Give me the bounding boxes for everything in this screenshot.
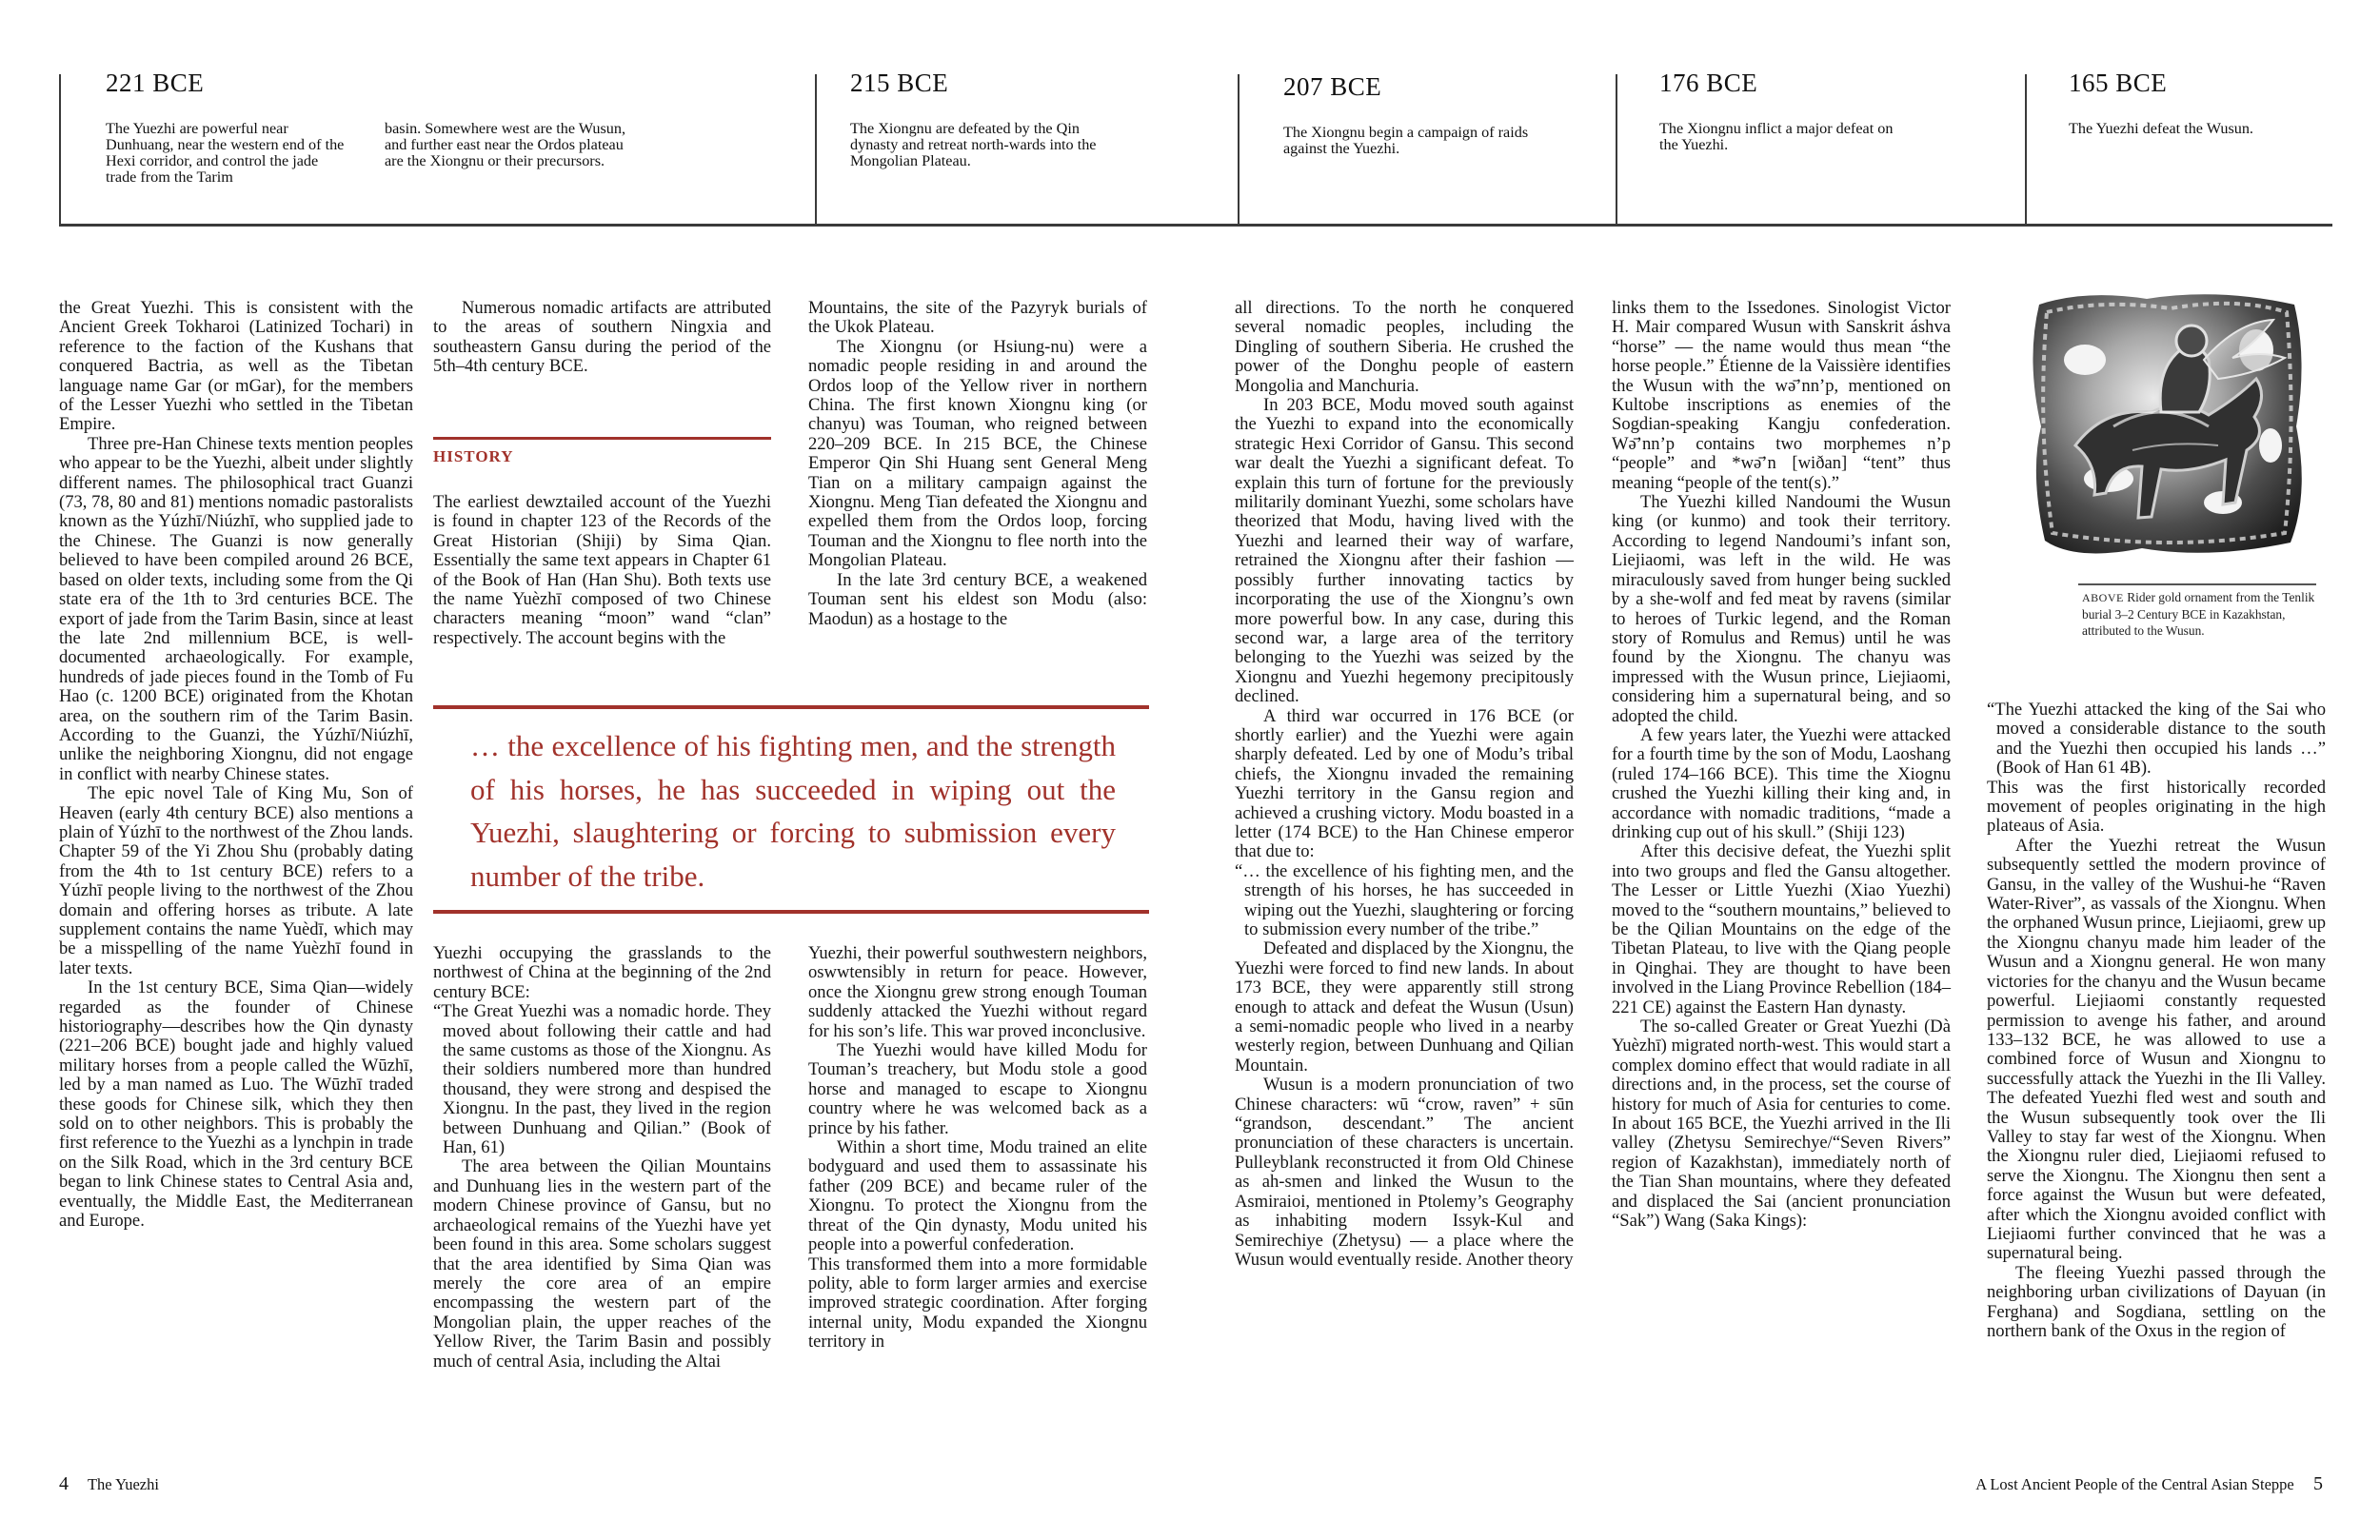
timeline-year: 215 BCE [850, 69, 949, 97]
paragraph: Three pre-Han Chinese texts mention peoples who appear to be the Yuezhi, albeit under slightly different names. The philosophical tract Guanzi (73, 78, 80 and 81) mentions nomadic pastoralists known as the Yúzhī/Niúzhī, who supplied jade to the Chinese. The Guanzi is now generally believed to have been compiled around 26 BCE, based on older texts, including some from the Qi state era of the 1th to 3rd centuries BCE. The export of jade from the Tarim Basin, since at least the late 2nd millennium BCE, is well-documented archaeologically. For example, hundreds of jade pieces found in the Tomb of Fu Hao (c. 1200 BCE) originated from the Khotan area, on the southern rim of the Tarim Basin. According to the Guanzi, the Yúzhī/Niúzhī, unlike the neighboring Xiongnu, did not engage in conflict with nearby Chinese states. [59, 433, 413, 784]
paragraph: The epic novel Tale of King Mu, Son of Heaven (early 4th century BCE) also mentions a plain of Yúzhī to the northwest of the Zhou lands. Chapter 59 of the Yi Zhou Shu (probably dating from the 4th to 1st century BCE) refers to a Yúzhī people living to the northwest of the Zhou domain and offering horses as tribute. A late supplement contains the name Yuèdī, which may be a misspelling of the name Yuèzhī found in later texts. [59, 783, 413, 978]
paragraph: Yuezhi, their powerful southwestern neighbors, oswwtensibly in return for peace. However, once the Xiongnu grew strong enough Touman suddenly attacked the Yuezhi without regard for his son’s life. This war proved inconclusive. [808, 943, 1147, 1041]
paragraph: Numerous nomadic artifacts are attributed to the areas of southern Ningxia and southeastern Gansu during the period of the 5th–4th century BCE. [433, 298, 771, 377]
section-heading: HISTORY [433, 447, 514, 465]
timeline-year: 165 BCE [2069, 69, 2168, 97]
quote-paragraph: “… the excellence of his fighting men, and the strength of his horses, he has succeeded in wiping out the Yuezhi, slaughtering or forcing to submission every number of the tribe.” [1235, 860, 1574, 939]
timeline-divider [59, 74, 61, 225]
body-column-3-top [808, 299, 1147, 629]
rider-ornament-image [2018, 284, 2323, 569]
paragraph: The area between the Qilian Mountains and Dunhuang lies in the western part of the modern Chinese province of Gansu, but no archaeological remains of the Yuezhi have yet been found in this area. Some scholars suggest that the area identified by Sima Qian was merely the core area of an empire encompassing the western part of the Mongolian plain, the upper reaches of the Yellow River, the Tarim Basin and possibly much of central Asia, including the Altai [433, 1156, 771, 1372]
caption-rule [2078, 583, 2316, 585]
paragraph: all directions. To the north he conquered several nomadic peoples, including the Dingling of southern Siberia. He crushed the power of the Donghu people of eastern Mongolia and Manchuria. [1235, 298, 1574, 396]
pullquote-rule-top [433, 705, 1149, 709]
body-column-6 [1987, 701, 2326, 1341]
pull-quote: … the excellence of his fighting men, and the strength of his horses, he has succeeded in wiping out the Yuezhi, slaughtering or forcing to submission every number of the tribe. [470, 729, 1116, 893]
body-column-2-bottom [433, 944, 771, 1372]
page-number-right: 5 [2313, 1473, 2323, 1494]
timeline-baseline [59, 224, 2332, 227]
quote-paragraph: “The Great Yuezhi was a nomadic horde. They moved about following their cattle and had the same customs as those of the Xiongnu. As their soldiers numbered more than hundred thousand, they were strong and despised the Xiongnu. In the past, they lived in the region between Dunhuang and Qilian.” (Book of Han, 61) [433, 1001, 771, 1158]
body-column-1 [59, 299, 413, 1232]
body-column-5 [1612, 299, 1951, 1232]
paragraph: The earliest dewztailed account of the Yuezhi is found in chapter 123 of the Records of the Great Historian (Shiji) by Sima Qian. Essentially the same text appears in Chapter 61 of the Book of Han (Han Shu). Both texts use the name Yuèzhī composed of two Chinese characters meaning “moon” wand “clan” respectively. The account begins with the [433, 492, 771, 648]
paragraph: Wusun is a modern pronunciation of two Chinese characters: wū “crow, raven” + sūn “grandson, descendant.” The ancient pronunciation of these characters is uncertain. Pulleyblank reconstructed it from Old Chinese as ah-smen and linked the Wusun to the Asmiraioi, mentioned in Ptolemy’s Geography as inhabiting modern Issyk-Kul and Semirechiye (Zhetysu) — a place where the Wusun would eventually reside. Another theory [1235, 1075, 1574, 1270]
paragraph: The Yuezhi killed Nandoumi the Wusun king (or kunmo) and took their territory. According to legend Nandoumi’s infant son, Liejiaomi, was left in the wild. He was miraculously saved from hunger being suckled by a she-wolf and fed meat by ravens (similar to heroes of Turkic legend, and the Roman story of Romulus and Remus) until he was found by the Xiongnu. The chanyu was impressed with the Wusun prince, Liejiaomi, considering him a supernatural being, and so adopted the child. [1612, 492, 1951, 726]
paragraph: In the late 3rd century BCE, a weakened Touman sent his eldest son Modu (also: Maodun) as a hostage to the [808, 569, 1147, 629]
page-number-left: 4 [59, 1473, 69, 1494]
paragraph: Within a short time, Modu trained an elite bodyguard and used them to assassinate his father (209 BCE) and became ruler of the Xiongnu. To protect the Xiongnu from the threat of the Qin dynasty, Modu united his people into a powerful confederation. [808, 1137, 1147, 1255]
paragraph: A few years later, the Yuezhi were attacked for a fourth time by the son of Modu, Laoshang (ruled 174–166 BCE). This time the Xiognu crushed the Yuezhi killing their king and, in accordance with nomadic traditions, “made a drinking cup out of his skull.” (Shiji 123) [1612, 724, 1951, 842]
paragraph: Defeated and displaced by the Xiongnu, the Yuezhi were forced to find new lands. In about 173 BCE, they were apparently still strong enough to attack and defeat the Wusun (Usun) a semi-nomadic people who lived in a nearby westerly region, between Dunhuang and Qilian Mountain. [1235, 938, 1574, 1076]
body-column-4 [1235, 299, 1574, 1270]
paragraph: This transformed them into a more formidable polity, able to form larger armies and exercise improved strategic coordination. After forging internal unity, Modu expanded the Xiongnu territory in [808, 1254, 1147, 1352]
timeline-divider [1238, 74, 1240, 225]
footer-left [59, 1473, 159, 1495]
timeline-text: The Yuezhi defeat the Wusun. [2069, 120, 2253, 137]
rider-ornament-illustration [2018, 284, 2323, 569]
timeline-text: The Yuezhi are powerful near Dunhuang, near the western end of the Hexi corridor, and control the jade trade from the Tarim [106, 120, 345, 186]
paragraph: the Great Yuezhi. This is consistent with the Ancient Greek Tokharoi (Latinized Tochari) in reference to the faction of the Kushans that conquered Bactria, as well as the Tibetan language name Gar (or mGar), for the members of the Lesser Yuezhi who settled in the Tibetan Empire. [59, 298, 413, 435]
paragraph: In 203 BCE, Modu moved south against the Yuezhi to expand into the economically strategic Hexi Corridor of Gansu. This second war dealt the Yuezhi a significant defeat. To explain this turn of fortune for the previously militarily dominant Yuezhi, some scholars have theorized that Modu, having lived with the Yuezhi and learned their way of warfare, retrained the Xiongnu after their fashion — possibly further innovating tactics by incorporating the use of the Xiongnu’s own more powerful bow. In any case, during this second war, a large area of the territory belonging to the Yuezhi was seized by the Xiongnu and Yuezhi hegemony precipitously declined. [1235, 395, 1574, 707]
caption-text: Rider gold ornament from the Tenlik burial 3–2 Century BCE in Kazakhstan, attributed to the Wusun. [2082, 590, 2315, 638]
body-column-2-top [433, 299, 771, 377]
paragraph: Mountains, the site of the Pazyryk burials of the Ukok Plateau. [808, 298, 1147, 338]
paragraph: In the 1st century BCE, Sima Qian—widely regarded as the founder of Chinese historiography—describes how the Qin dynasty (221–206 BCE) bought jade and highly valued military horses from a people called the Wūzhī, led by a man named as Luo. The Wūzhī traded these goods for Chinese silk, which they then sold on to other neighbors. This is probably the first reference to the Yuezhi as a lynchpin in trade on the Silk Road, which in the 3rd century BCE began to link Chinese states to Central Asia and, eventually, the Middle East, the Mediterranean and Europe. [59, 977, 413, 1232]
timeline-year: 176 BCE [1659, 69, 1758, 97]
paragraph: A third war occurred in 176 BCE (or shortly earlier) and the Yuezhi were again sharply defeated. Led by one of Modu’s tribal chiefs, the Xiongnu invaded the remaining Yuezhi territory in the Gansu region and achieved a crushing victory. Modu boasted in a letter (174 BCE) to the Han Chinese emperor that due to: [1235, 705, 1574, 862]
timeline-text: basin. Somewhere west are the Wusun, and further east near the Ordos plateau are the Xiongnu or their precursors. [385, 120, 626, 169]
paragraph: After this decisive defeat, the Yuezhi split into two groups and fled the Gansu altogether. The Lesser or Little Yuezhi (Xiao Yuezhi) moved to the “southern mountains,” believed to be the Qilian Mountains on the edge of the Tibetan Plateau, to live with the Qiang people in Qinghai. They are thought to have been involved in the Liang Province Rebellion (184–221 CE) against the Eastern Han dynasty. [1612, 841, 1951, 1017]
timeline-divider [1616, 74, 1617, 225]
paragraph: After the Yuezhi retreat the Wusun subsequently settled the modern province of Gansu, in the valley of the Wushui-he “Raven Water-River”, as vassals of the Xiongnu. When the orphaned Wusun prince, Liejiaomi, grew up the Xiongnu chanyu made him leader of the Wusun and a Xiongnu general. He won many victories for the chanyu and the Wusun became powerful. Liejiaomi constantly requested permission to avenge his father, and around 133–132 BCE, he was allowed to use a combined force of Wusun and Xiongnu to successfully attack the Yuezhi in the Ili Valley. The defeated Yuezhi fled west and south and the Wusun subsequently took over the Ili Valley to stay far west of the Xiongnu. When the Xiongnu ruler died, Liejiaomi refused to serve the Xiongnu. The Xiongnu then sent a force against the Wusun but were defeated, after which the Xiongnu avoided conflict with Liejiaomi further convinced that he was a supernatural being. [1987, 835, 2326, 1264]
body-column-2-mid [433, 493, 771, 648]
caption-tag: ABOVE [2082, 591, 2124, 604]
timeline-text: The Xiongnu begin a campaign of raids against the Yuezhi. [1283, 124, 1529, 157]
paragraph: The Xiongnu (or Hsiung-nu) were a nomadic people residing in and around the Ordos loop of the Yellow river in northern China. The first known Xiongnu king (or chanyu) was Touman, who reigned between 220–209 BCE. In 215 BCE, the Chinese Emperor Qin Shi Huang sent General Meng Tian on a military campaign against the Xiongnu. Meng Tian defeated the Xiongnu and expelled them from the Ordos loop, forcing Touman and the Xiongnu to flee north into the Mongolian Plateau. [808, 336, 1147, 571]
timeline-text: The Xiongnu are defeated by the Qin dynasty and retreat north-wards into the Mongolian Plateau. [850, 120, 1097, 169]
paragraph: Yuezhi occupying the grasslands to the northwest of China at the beginning of the 2nd century BCE: [433, 943, 771, 1002]
timeline-divider [2025, 74, 2027, 225]
timeline-year: 207 BCE [1283, 72, 1382, 101]
timeline-year: 221 BCE [106, 69, 205, 97]
footer-right [1975, 1473, 2323, 1495]
image-caption [2082, 589, 2322, 639]
body-column-3-bottom [808, 944, 1147, 1352]
paragraph: The so-called Greater or Great Yuezhi (Dà Yuèzhī) migrated north-west. This would start a complex domino effect that would radiate in all directions and, in the process, set the course of history for much of Asia for centuries to come. In about 165 BCE, the Yuezhi arrived in the Ili valley (Zhetysu Semirechye/“Seven Rivers” region of Kazakhstan), immediately north of the Tian Shan mountains, where they defeated and displaced the Sai (ancient pronunciation “Sak”) Wang (Saka Kings): [1612, 1017, 1951, 1232]
paragraph: The Yuezhi would have killed Modu for Touman’s treachery, but Modu stole a good horse and managed to escape to Xiongnu country where he was welcomed back as a prince by his father. [808, 1040, 1147, 1138]
timeline-divider [815, 74, 817, 225]
paragraph: The fleeing Yuezhi passed through the neighboring urban civilizations of Dayuan (in Ferghana) and Sogdiana, settling on the northern bank of the Oxus in the region of [1987, 1262, 2326, 1341]
paragraph: links them to the Issedones. Sinologist Victor H. Mair compared Wusun with Sanskrit áshva “horse” — the name would thus mean “the horse people.” Étienne de la Vaissière identifies the Wusun with the wə̄’nn’p, mentioned on Kultobe inscriptions as enemies of the Sogdian-speaking Kangju confederation. Wə̄’nn’p contains two morphemes n’p “people” and *wə̄’n [wiðan] “tent” thus meaning “people of the tent(s).” [1612, 298, 1951, 493]
paragraph: This was the first historically recorded movement of peoples originating in the high plateaus of Asia. [1987, 777, 2326, 837]
timeline-text: The Xiongnu inflict a major defeat on the Yuezhi. [1659, 120, 1894, 153]
quote-paragraph: “The Yuezhi attacked the king of the Sai who moved a considerable distance to the south and the Yuezhi then occupied his lands …” (Book of Han 61 4B). [1987, 700, 2326, 779]
running-title-right: A Lost Ancient People of the Central Asian Steppe [1975, 1475, 2294, 1493]
running-title-left: The Yuezhi [87, 1475, 159, 1493]
history-rule [433, 437, 771, 440]
pullquote-rule-bottom [433, 910, 1149, 914]
